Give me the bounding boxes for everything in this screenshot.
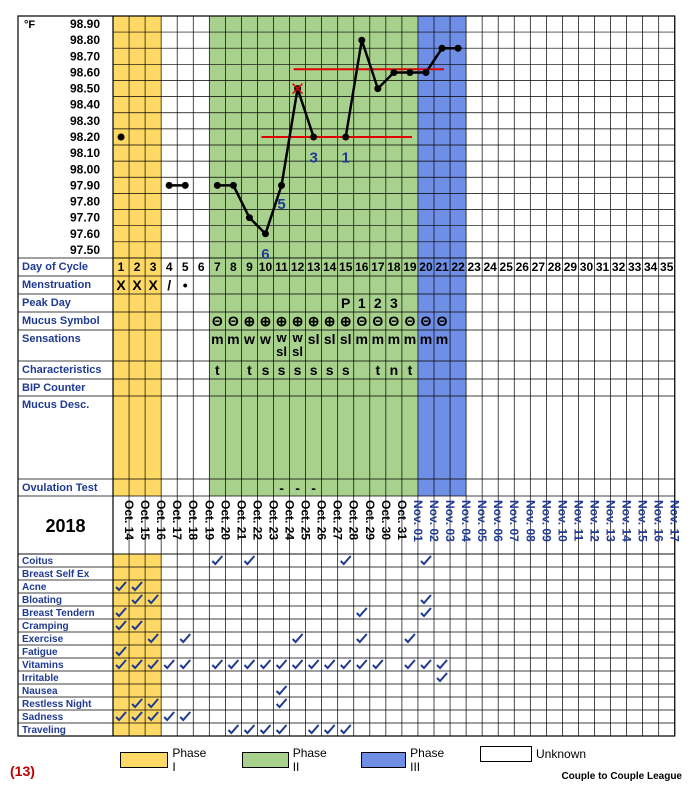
date-label: Oct. 29 [362, 500, 377, 541]
symptom-label: Bloating [22, 595, 62, 606]
row-cell-text: sl [307, 331, 320, 347]
temp-tick-label: 97.80 [69, 194, 100, 209]
legend-label-phase-3: Phase III [410, 746, 445, 774]
temp-count-annotation: 1 [341, 149, 350, 167]
row-cell-text: w [276, 330, 287, 345]
row-cell-text: Θ [436, 313, 448, 329]
row-cell-text: sl [339, 331, 352, 347]
row-cell-text: - [295, 480, 300, 496]
organization-name: Couple to Couple League [561, 771, 682, 782]
row-cell-text: ⊕ [291, 313, 304, 329]
day-number: 6 [197, 260, 205, 274]
date-label: Oct. 31 [394, 500, 409, 541]
date-label: Oct. 30 [378, 500, 393, 541]
day-number: 15 [339, 260, 353, 274]
date-label: Nov. 07 [507, 500, 522, 542]
day-number: 30 [579, 260, 594, 274]
row-cell-text: sl [323, 331, 336, 347]
phase-band-3 [418, 16, 466, 496]
temp-point [390, 69, 397, 76]
symptom-label: Nausea [22, 686, 58, 697]
legend-phase-2 [242, 746, 332, 774]
row-cell-text: t [407, 362, 413, 378]
row-cell-text: 1 [357, 295, 366, 311]
temp-tick-label: 97.70 [69, 210, 100, 225]
temp-point [374, 85, 381, 92]
day-number: 7 [213, 260, 221, 274]
symptom-label: Cramping [22, 621, 69, 632]
date-label: Oct. 22 [250, 500, 265, 541]
row-cell-text: Θ [356, 313, 368, 329]
temp-point [358, 37, 365, 44]
day-number: 33 [627, 260, 642, 274]
row-cell-text: m [387, 331, 401, 347]
temp-tick-label: 98.50 [69, 81, 100, 96]
row-cell-text: Θ [372, 313, 384, 329]
date-label: Nov. 06 [491, 500, 506, 542]
row-cell-text: s [341, 362, 350, 378]
day-number: 24 [483, 260, 497, 274]
date-label: Nov. 10 [555, 500, 570, 542]
row-cell-text: ⊕ [275, 313, 288, 329]
symptom-label: Breast Tendern [22, 608, 95, 619]
row-cell-text: ⊕ [259, 313, 272, 329]
row-cell-text: Θ [388, 313, 400, 329]
day-number: 29 [563, 260, 578, 274]
temp-tick-label: 98.10 [69, 146, 100, 161]
symptom-label: Coitus [22, 556, 54, 567]
day-number: 18 [387, 260, 401, 274]
legend-swatch-unknown [480, 746, 532, 762]
temp-tick-label: 98.40 [69, 97, 100, 112]
temp-point [182, 182, 189, 189]
legend-swatch-phase-2 [242, 752, 289, 768]
temp-tick-label: 98.00 [69, 162, 100, 177]
row-cell-text: m [435, 331, 449, 347]
row-cell-text: s [325, 362, 334, 378]
day-number: 28 [547, 260, 562, 274]
day-number: 11 [275, 260, 288, 274]
temp-tick-label: 97.90 [69, 178, 100, 193]
temp-point [422, 69, 429, 76]
day-number: 4 [165, 260, 173, 274]
date-label: Oct. 19 [202, 500, 217, 541]
day-number: 3 [149, 260, 157, 274]
day-number: 16 [355, 260, 369, 274]
row-cell-text: 3 [389, 295, 398, 311]
day-number: 26 [515, 260, 529, 274]
temp-tick-label: 98.60 [69, 65, 100, 80]
row-cell-text: X [132, 277, 142, 293]
temp-point [262, 230, 269, 237]
symptom-label: Acne [22, 582, 47, 593]
symptom-label: Sadness [22, 712, 64, 723]
row-cell-text: s [277, 362, 286, 378]
date-label: Oct. 20 [218, 500, 233, 541]
row-label: BIP Counter [22, 382, 86, 394]
row-cell-text: ⊕ [339, 313, 352, 329]
date-label: Nov. 01 [410, 500, 425, 542]
row-cell-text: - [279, 480, 284, 496]
row-cell-text: - [311, 480, 316, 496]
temp-point [246, 214, 253, 221]
row-label: Menstruation [22, 279, 92, 291]
row-cell-text: • [182, 277, 188, 293]
symptom-label: Traveling [22, 725, 66, 736]
day-number: 14 [322, 260, 337, 274]
date-label: Nov. 12 [587, 500, 602, 542]
day-number: 32 [611, 260, 626, 274]
row-cell-text: t [214, 362, 220, 378]
year-label: 2018 [45, 516, 86, 536]
symptom-label: Breast Self Ex [22, 569, 90, 580]
temp-point [439, 45, 446, 52]
date-label: Nov. 16 [651, 500, 666, 542]
temp-tick-label: 98.80 [69, 33, 100, 48]
row-cell-text: m [403, 331, 417, 347]
legend-label-phase-2: Phase II [292, 746, 327, 774]
row-cell-text: w [292, 330, 303, 345]
temp-point [278, 182, 285, 189]
date-label: Nov. 09 [539, 500, 554, 542]
date-label: Nov. 15 [635, 500, 650, 542]
date-label: Nov. 03 [443, 500, 458, 542]
temp-count-annotation: 6 [261, 246, 270, 264]
temp-point [455, 45, 462, 52]
temp-tick-label: 98.20 [69, 130, 100, 144]
row-label: Peak Day [22, 297, 71, 309]
row-cell-text: t [247, 362, 252, 378]
temp-count-annotation: 3 [309, 149, 318, 167]
day-number: 10 [258, 260, 273, 274]
temp-point [310, 134, 317, 141]
day-number: 35 [660, 260, 674, 274]
date-label: Nov. 08 [523, 500, 538, 542]
row-label: Sensations [22, 333, 81, 345]
temp-tick-label: 97.60 [69, 226, 100, 241]
day-number: 22 [451, 260, 465, 274]
row-cell-text: / [167, 277, 172, 293]
row-cell-text: w [260, 331, 271, 347]
row-cell-text: s [309, 362, 318, 378]
row-label: Characteristics [22, 364, 102, 376]
date-label: Nov. 05 [475, 500, 490, 542]
day-number: 13 [306, 260, 321, 274]
row-cell-text: X [116, 277, 126, 293]
phase-band-1 [113, 16, 161, 496]
row-cell-text: t [375, 362, 381, 378]
row-cell-text: m [419, 331, 433, 347]
symptom-label: Fatigue [22, 647, 58, 658]
row-cell-text: X [148, 277, 158, 293]
row-label: Day of Cycle [22, 261, 89, 273]
date-label: Nov. 11 [571, 500, 586, 542]
page-number: (13) [10, 763, 35, 779]
row-cell-text: Θ [227, 313, 239, 329]
row-cell-text: m [227, 331, 240, 347]
date-label: Nov. 13 [603, 500, 618, 542]
temp-unit-label: °F [24, 19, 36, 31]
row-cell-text: s [293, 362, 302, 378]
row-cell-text: sl [292, 344, 303, 359]
day-number: 2 [133, 260, 141, 274]
temp-tick-label: 97.50 [69, 242, 100, 257]
date-label: Oct. 21 [234, 500, 249, 541]
row-label: Mucus Desc. [22, 399, 90, 411]
legend-swatch-phase-1 [120, 752, 168, 768]
day-number: 25 [499, 260, 513, 274]
legend-phase-3 [361, 746, 451, 774]
date-label: Oct. 18 [186, 500, 201, 541]
temp-tick-label: 98.70 [69, 49, 100, 64]
day-number: 9 [246, 260, 253, 274]
date-label: Oct. 28 [346, 500, 361, 541]
date-label: Oct. 26 [314, 500, 329, 541]
row-label: Ovulation Test [22, 482, 98, 494]
row-cell-text: P [341, 295, 351, 311]
temp-point [214, 182, 221, 189]
legend-label-phase-1: Phase I [172, 746, 207, 774]
date-label: Oct. 27 [330, 500, 345, 541]
date-label: Oct. 16 [154, 500, 169, 541]
row-cell-text: s [261, 362, 270, 378]
temp-point [166, 182, 173, 189]
row-cell-text: m [211, 331, 224, 347]
day-number: 8 [230, 260, 237, 274]
row-cell-text: Θ [420, 313, 432, 329]
temp-point [230, 182, 237, 189]
date-label: Nov. 17 [667, 500, 682, 542]
legend-swatch-phase-3 [361, 752, 406, 768]
date-label: Nov. 02 [426, 500, 441, 542]
temp-point [342, 134, 349, 141]
day-number: 23 [467, 260, 481, 274]
row-cell-text: ⊕ [243, 313, 256, 329]
date-label: Nov. 14 [619, 500, 634, 542]
row-cell-text: ⊕ [307, 313, 320, 329]
symptom-label: Restless Night [22, 699, 92, 710]
row-cell-text: 2 [373, 295, 382, 311]
temp-point [118, 134, 125, 141]
legend-phase-1 [120, 746, 210, 774]
row-cell-text: m [371, 331, 385, 347]
row-label: Mucus Symbol [22, 315, 100, 327]
legend-unknown [480, 746, 586, 762]
day-number: 20 [419, 260, 433, 274]
day-number: 21 [435, 260, 449, 274]
row-cell-text: Θ [211, 313, 223, 329]
date-label: Nov. 04 [459, 500, 474, 542]
date-label: Oct. 23 [266, 500, 281, 541]
symptom-label: Exercise [22, 634, 64, 645]
symptom-label: Irritable [22, 673, 59, 684]
temp-count-annotation: 5 [277, 196, 286, 214]
date-label: Oct. 17 [170, 500, 185, 541]
row-cell-text: w [243, 331, 255, 347]
day-number: 17 [371, 260, 385, 274]
row-cell-text: sl [276, 344, 287, 359]
row-cell-text: n [389, 362, 399, 378]
day-number: 1 [117, 260, 125, 274]
row-cell-text: ⊕ [323, 313, 336, 329]
day-number: 31 [595, 260, 610, 274]
day-number: 19 [403, 260, 417, 274]
date-label: Oct. 14 [122, 500, 137, 541]
legend-label-unknown: Unknown [536, 747, 587, 761]
row-cell-text: m [355, 331, 369, 347]
symptom-label: Vitamins [22, 660, 64, 671]
date-label: Oct. 25 [298, 500, 313, 541]
day-number: 5 [181, 260, 189, 274]
date-label: Oct. 24 [282, 500, 297, 541]
day-number: 12 [290, 260, 305, 274]
day-number: 34 [643, 260, 658, 274]
row-cell-text: Θ [404, 313, 416, 329]
phase-band-2 [209, 16, 418, 496]
temp-point [406, 69, 413, 76]
day-number: 27 [531, 260, 546, 274]
temp-tick-label: 98.30 [69, 113, 100, 128]
date-label: Oct. 15 [138, 500, 153, 541]
temp-tick-label: 98.90 [69, 17, 100, 32]
